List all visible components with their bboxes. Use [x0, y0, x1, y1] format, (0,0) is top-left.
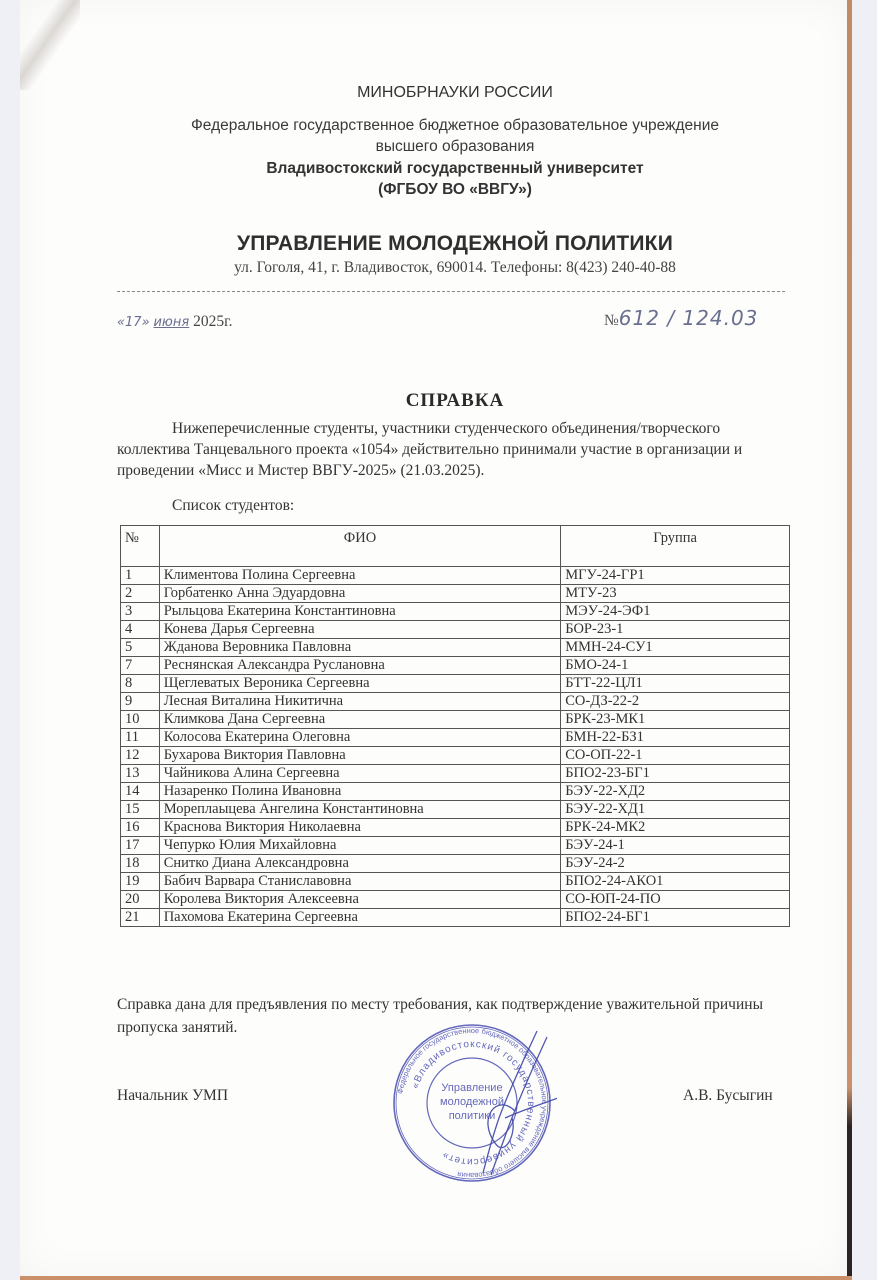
- header-fullname: ФИО: [159, 526, 561, 567]
- student-group: МЭУ-24-ЭФ1: [561, 603, 790, 621]
- student-fullname: Назаренко Полина Ивановна: [159, 783, 561, 801]
- student-fullname: Реснянская Александра Руслановна: [159, 657, 561, 675]
- student-fullname: Королева Виктория Алексеевна: [159, 891, 561, 909]
- student-group: МГУ-24-ГР1: [561, 567, 790, 585]
- row-number: 13: [121, 765, 160, 783]
- row-number: 10: [121, 711, 160, 729]
- student-group: БРК-24-МК2: [561, 819, 790, 837]
- student-fullname: Климкова Дана Сергеевна: [159, 711, 561, 729]
- header-group: Группа: [561, 526, 790, 567]
- date-open-quote: «: [117, 315, 126, 330]
- student-fullname: Горбатенко Анна Эдуардовна: [159, 585, 561, 603]
- document-body: Нижеперечисленные студенты, участники студенческого объединения/творческого коллектива Танцевального проекта «1054» действительно принимали участие в организации и проведении «Мисс и Мистер ВВГУ-2025» (21.03.2025).: [117, 420, 743, 479]
- paper-fold-shadow: [20, 0, 80, 90]
- student-group: СО-ЮП-24-ПО: [561, 891, 790, 909]
- row-number: 11: [121, 729, 160, 747]
- institution-line-1: Федеральное государственное бюджетное образовательное учреждение: [191, 117, 719, 134]
- row-number: 1: [121, 567, 160, 585]
- institution-line-2: высшего образования: [375, 138, 535, 155]
- student-fullname: Щеглеватых Вероника Сергеевна: [159, 675, 561, 693]
- svg-text:Федеральное государственное бю: Федеральное государственное бюджетное образовательное учреждение высшего образования: [395, 1025, 550, 1181]
- paper-edge-right: [847, 0, 852, 1280]
- student-group: СО-ДЗ-22-2: [561, 693, 790, 711]
- student-fullname: Бабич Варвара Станиславовна: [159, 873, 561, 891]
- document-title: СПРАВКА: [405, 390, 505, 411]
- table-row: [121, 711, 790, 729]
- official-stamp-icon: [387, 1023, 557, 1183]
- student-fullname: Колосова Екатерина Олеговна: [159, 729, 561, 747]
- student-group: БМО-24-1: [561, 657, 790, 675]
- table-row: [121, 747, 790, 765]
- document-date: [117, 313, 233, 331]
- student-fullname: Снитко Диана Александровна: [159, 855, 561, 873]
- row-number: 14: [121, 783, 160, 801]
- department-heading: УПРАВЛЕНИЕ МОЛОДЕЖНОЙ ПОЛИТИКИ: [236, 232, 673, 255]
- date-day: 17: [125, 315, 142, 330]
- svg-text:Управление: Управление: [441, 1082, 503, 1094]
- student-group: БОР-23-1: [561, 621, 790, 639]
- student-group: БМН-22-БЗ1: [561, 729, 790, 747]
- table-header-row: [121, 526, 790, 567]
- student-group: БТТ-22-ЦЛ1: [561, 675, 790, 693]
- table-row: [121, 639, 790, 657]
- table-row: [121, 909, 790, 927]
- row-number: 12: [121, 747, 160, 765]
- table-row: [121, 855, 790, 873]
- row-number: 17: [121, 837, 160, 855]
- table-row: [121, 621, 790, 639]
- table-row: [121, 657, 790, 675]
- table-row: [121, 819, 790, 837]
- student-group: БПО2-24-АКО1: [561, 873, 790, 891]
- table-row: [121, 783, 790, 801]
- table-row: [121, 567, 790, 585]
- student-group: МТУ-23: [561, 585, 790, 603]
- row-number: 19: [121, 873, 160, 891]
- reg-number-handwritten: 612 / 124.03: [618, 306, 759, 330]
- student-group: СО-ОП-22-1: [561, 747, 790, 765]
- row-number: 7: [121, 657, 160, 675]
- row-number: 2: [121, 585, 160, 603]
- table-row: [121, 891, 790, 909]
- row-number: 16: [121, 819, 160, 837]
- department-address: ул. Гоголя, 41, г. Владивосток, 690014. Телефоны: 8(423) 240-40-88: [234, 259, 676, 276]
- student-fullname: Чепурко Юлия Михайловна: [159, 837, 561, 855]
- row-number: 21: [121, 909, 160, 927]
- student-fullname: Бухарова Виктория Павловна: [159, 747, 561, 765]
- student-group: БЭУ-24-2: [561, 855, 790, 873]
- student-fullname: Конева Дарья Сергеевна: [159, 621, 561, 639]
- date-year: 2025г.: [193, 313, 233, 330]
- student-group: БРК-23-МК1: [561, 711, 790, 729]
- student-fullname: Рыльцова Екатерина Константиновна: [159, 603, 561, 621]
- row-number: 3: [121, 603, 160, 621]
- table-row: [121, 693, 790, 711]
- date-close-quote: »: [141, 315, 150, 330]
- student-group: ММН-24-СУ1: [561, 639, 790, 657]
- student-group: БПО2-23-БГ1: [561, 765, 790, 783]
- table-row: [121, 765, 790, 783]
- header-number: №: [121, 526, 160, 567]
- student-fullname: Жданова Веровника Павловна: [159, 639, 561, 657]
- student-fullname: Лесная Виталина Никитична: [159, 693, 561, 711]
- date-month: июня: [153, 315, 190, 330]
- student-list-label: Список студентов:: [172, 497, 295, 514]
- svg-text:«Владивостокский государственн: «Владивостокский государственный университет»: [410, 1038, 537, 1168]
- student-fullname: Краснова Виктория Николаевна: [159, 819, 561, 837]
- student-fullname: Климентова Полина Сергеевна: [159, 567, 561, 585]
- closing-statement: Справка дана для предъявления по месту требования, как подтверждение уважительной причины пропуска занятий.: [117, 996, 763, 1036]
- row-number: 9: [121, 693, 160, 711]
- student-group: БПО2-24-БГ1: [561, 909, 790, 927]
- students-table: [120, 525, 790, 927]
- student-group: БЭУ-22-ХД2: [561, 783, 790, 801]
- table-row: [121, 837, 790, 855]
- student-fullname: Мореплаыцева Ангелина Константиновна: [159, 801, 561, 819]
- row-number: 5: [121, 639, 160, 657]
- student-group: БЭУ-22-ХД1: [561, 801, 790, 819]
- student-fullname: Чайникова Алина Сергеевна: [159, 765, 561, 783]
- paper-edge-bottom: [20, 1276, 852, 1280]
- reg-prefix: №: [604, 312, 619, 329]
- table-row: [121, 873, 790, 891]
- svg-text:молодежной: молодежной: [440, 1096, 504, 1108]
- row-number: 20: [121, 891, 160, 909]
- student-group: БЭУ-24-1: [561, 837, 790, 855]
- table-row: [121, 729, 790, 747]
- table-row: [121, 585, 790, 603]
- table-row: [121, 603, 790, 621]
- row-number: 15: [121, 801, 160, 819]
- university-name: Владивостокский государственный университет: [266, 160, 644, 177]
- university-abbreviation: (ФГБОУ ВО «ВВГУ»): [378, 181, 532, 198]
- table-row: [121, 675, 790, 693]
- signatory-name: А.В. Бусыгин: [683, 1087, 773, 1104]
- registration-number: [604, 306, 758, 330]
- signatory-role: Начальник УМП: [117, 1087, 229, 1104]
- svg-text:политики: политики: [448, 1110, 496, 1122]
- row-number: 8: [121, 675, 160, 693]
- header-divider: [117, 291, 785, 292]
- row-number: 18: [121, 855, 160, 873]
- row-number: 4: [121, 621, 160, 639]
- student-fullname: Пахомова Екатерина Сергеевна: [159, 909, 561, 927]
- ministry-heading: МИНОБРНАУКИ РОССИИ: [357, 84, 553, 101]
- table-row: [121, 801, 790, 819]
